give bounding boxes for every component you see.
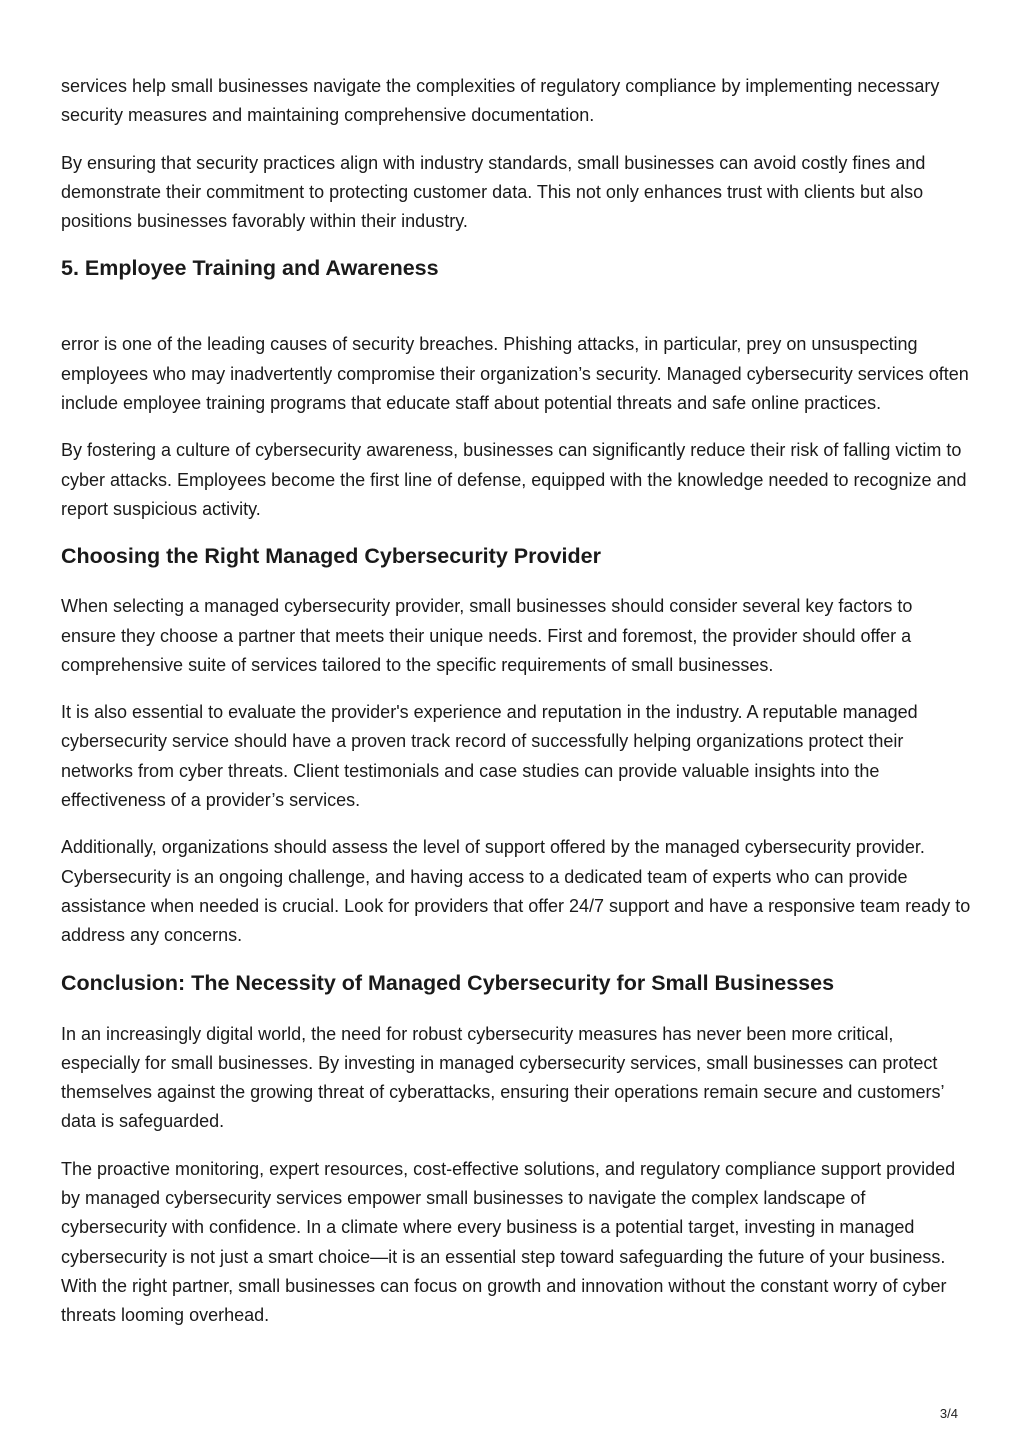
- conclusion-paragraph-1: In an increasingly digital world, the need for robust cybersecurity measures has never been more critical, especially for small businesses. By investing in managed cybersecurity services, small businesses can protect themselves against the growing threat of cyberattacks, ensuring their operations remain secure and customers’ data is safeguarded.: [61, 1023, 944, 1132]
- page-number: 3/4: [939, 1406, 958, 1421]
- employee-paragraph-2: By fostering a culture of cybersecurity awareness, businesses can significantly reduce their risk of falling victim to cyber attacks. Employees become the first line of defense, equipped with the knowledge needed to recognize and report suspicious activity.: [61, 440, 967, 519]
- choosing-paragraph-1: When selecting a managed cybersecurity provider, small businesses should consider several key factors to ensure they choose a partner that meets their unique needs. First and foremost, the provider should offer a comprehensive suite of services tailored to the specific requirements of small businesses.: [61, 596, 913, 675]
- choosing-paragraph-2: It is also essential to evaluate the provider's experience and reputation in the industry. A reputable managed cybersecurity service should have a proven track record of successfully helping organizations protect their networks from cyber threats. Client testimonials and case studies can provide valuable insights into the effectiveness of a provider’s services.: [61, 702, 918, 811]
- choosing-provider-heading: Choosing the Right Managed Cybersecurity Provider: [61, 544, 601, 569]
- intro-paragraph-2: By ensuring that security practices align with industry standards, small businesses can avoid costly fines and demonstrate their commitment to protecting customer data. This not only enhances trust with clients but also positions businesses favorably within their industry.: [61, 152, 926, 232]
- employee-training-heading: 5. Employee Training and Awareness: [61, 256, 439, 281]
- conclusion-heading: Conclusion: The Necessity of Managed Cybersecurity for Small Businesses: [61, 970, 835, 995]
- intro-paragraph-1: services help small businesses navigate the complexities of regulatory compliance by implementing necessary security measures and maintaining comprehensive documentation.: [61, 76, 940, 126]
- employee-paragraph-1: error is one of the leading causes of security breaches. Phishing attacks, in particular, prey on unsuspecting employees who may inadvertently compromise their organization’s security. Managed cybersecurity services often include employee training programs that educate staff about potential threats and safe online practices.: [61, 334, 969, 414]
- choosing-paragraph-3: Additionally, organizations should assess the level of support offered by the managed cybersecurity provider. Cybersecurity is an ongoing challenge, and having access to a dedicated team of experts who can provide assistance when needed is crucial. Look for providers that offer 24/7 support and have a responsive team ready to address any concerns.: [61, 837, 971, 946]
- document-page: [61, 72, 971, 1349]
- conclusion-paragraph-2: The proactive monitoring, expert resources, cost-effective solutions, and regulatory compliance support provided by managed cybersecurity services empower small businesses to navigate the complex landscape of cybersecurity with confidence. In a climate where every business is a potential target, investing in managed cybersecurity is not just a smart choice—it is an essential step toward safeguarding the future of your business. With the right partner, small businesses can focus on growth and innovation without the constant worry of cyber threats looming overhead.: [61, 1158, 956, 1326]
